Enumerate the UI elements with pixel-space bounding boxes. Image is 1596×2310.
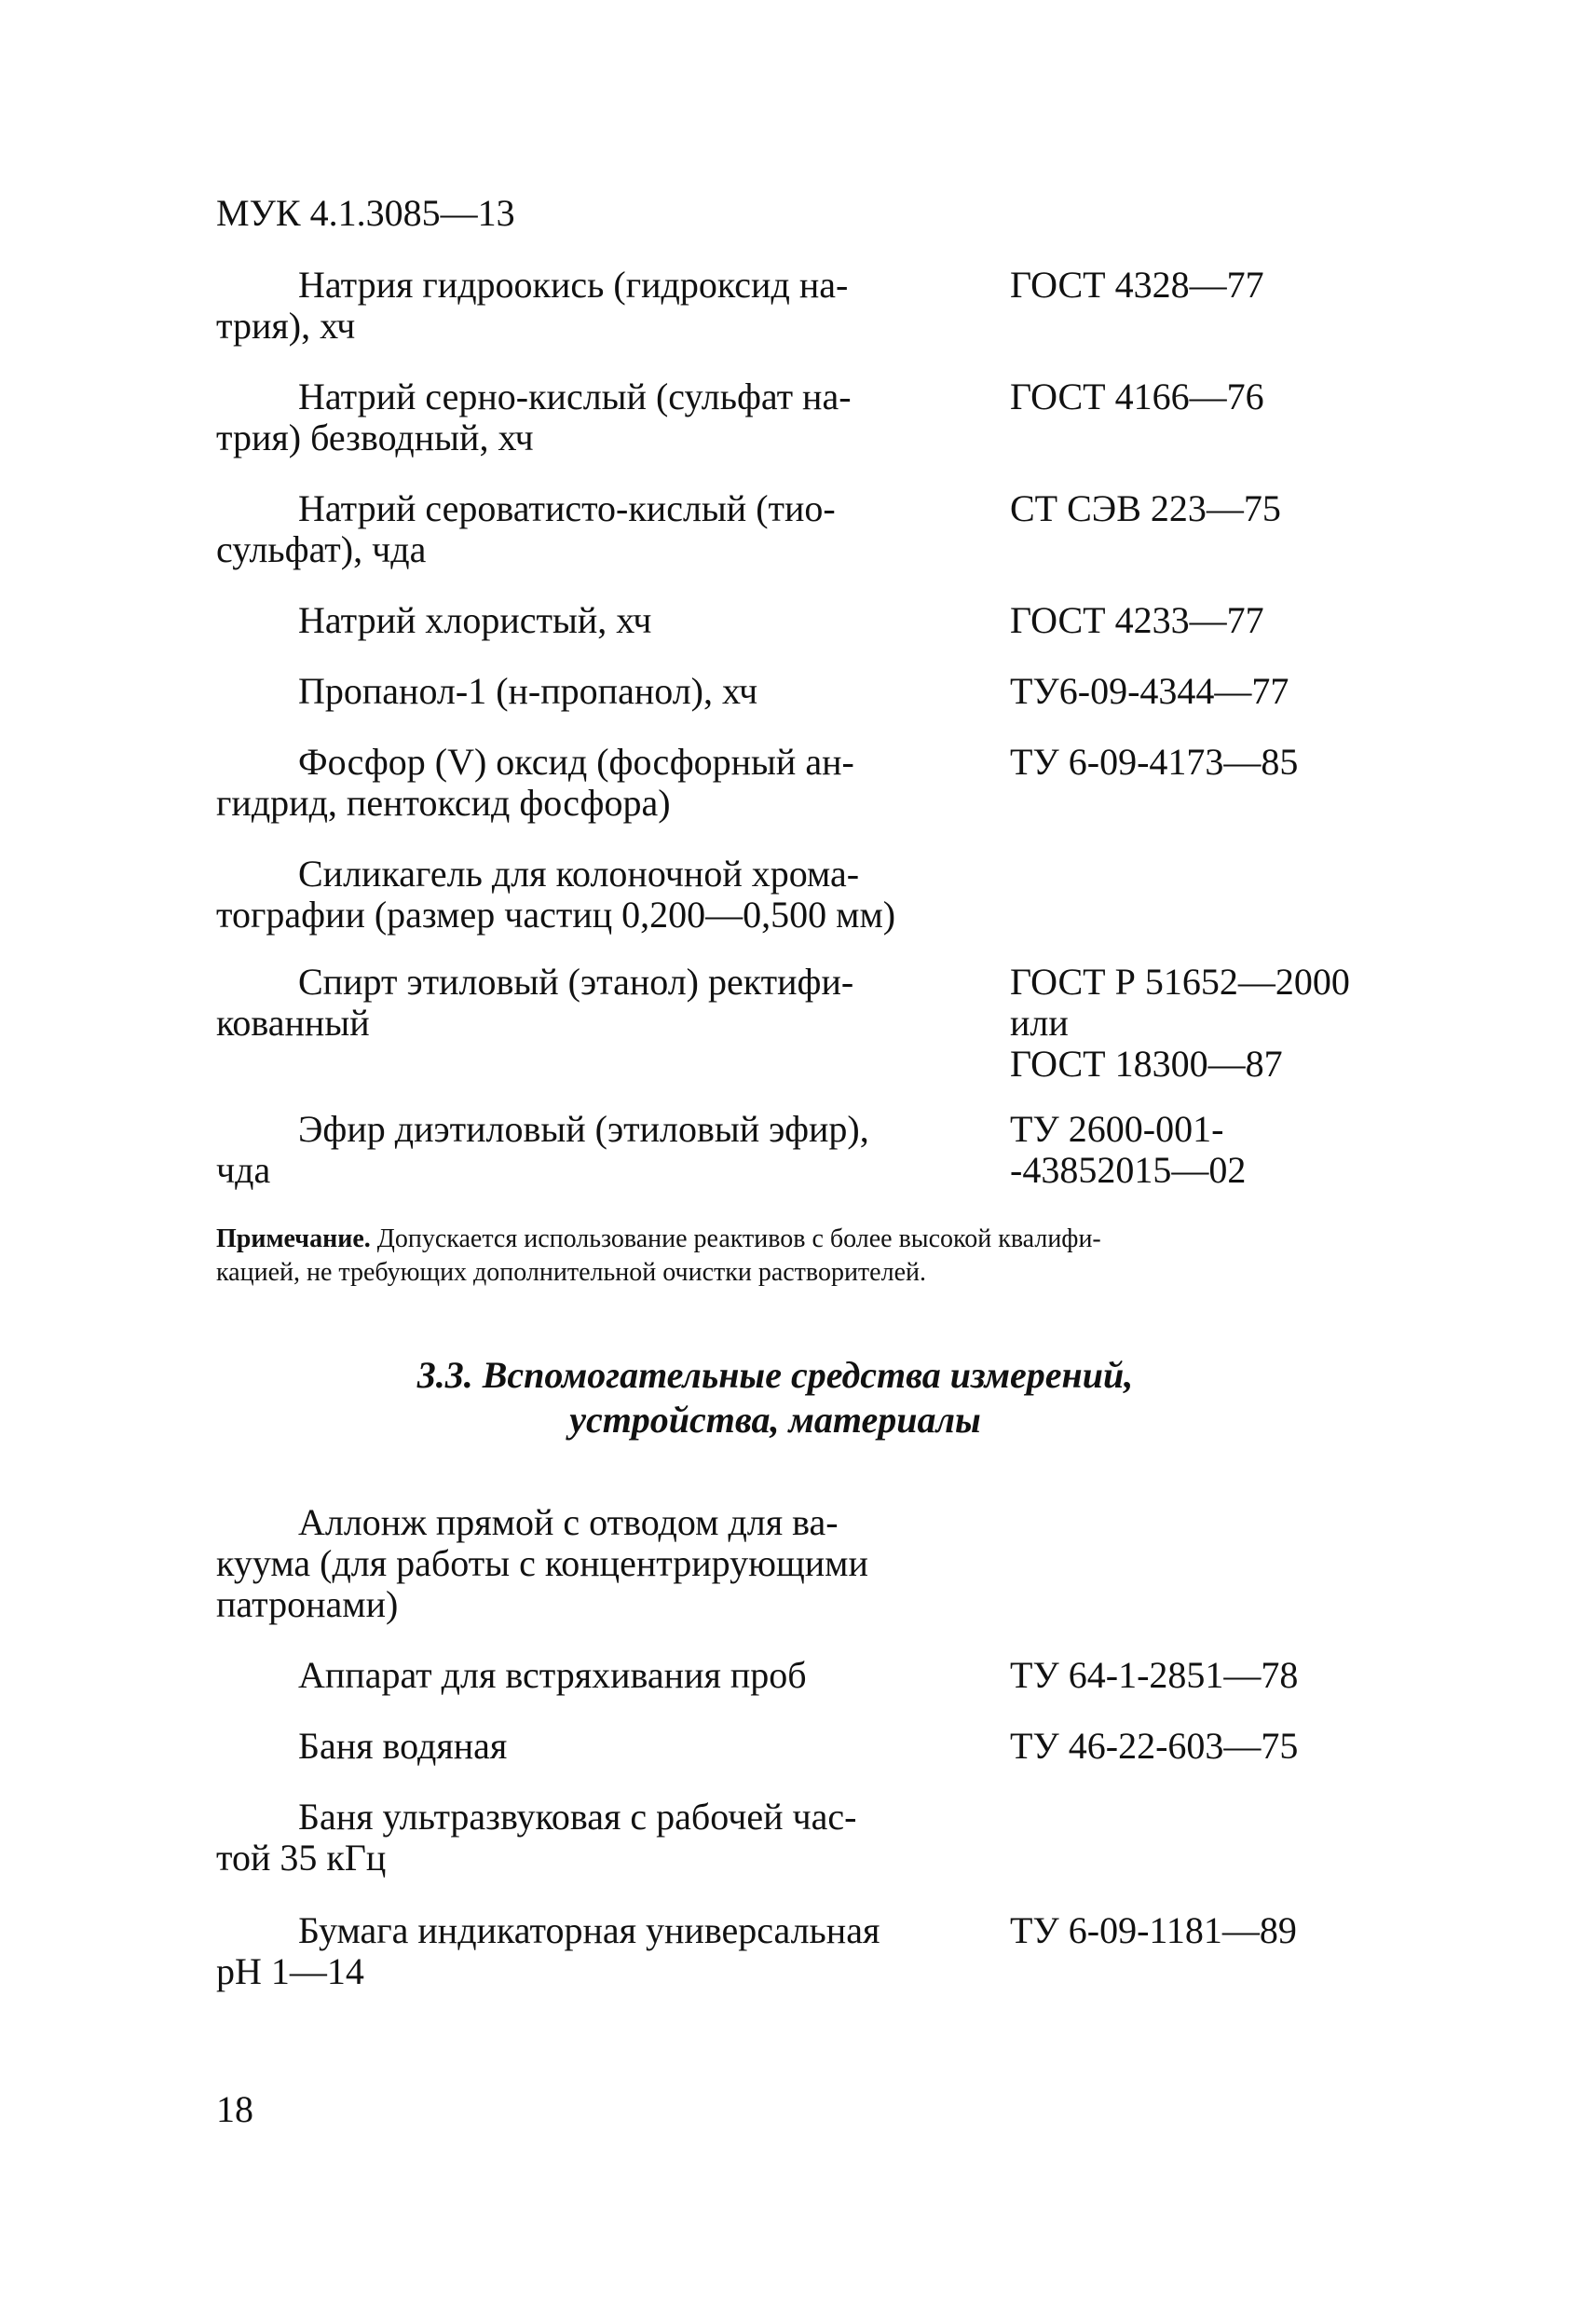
reagent-standard: ГОСТ Р 51652—2000 или ГОСТ 18300—87 (1010, 961, 1350, 1085)
reagent-name: Натрий хлористый, хч (298, 599, 652, 641)
reagent-standard: ГОСТ 4328—77 (1010, 264, 1264, 306)
reagent-standard: ТУ 2600-001- -43852015—02 (1010, 1108, 1247, 1191)
page-number: 18 (216, 2088, 253, 2130)
reagent-name: Натрий сероватисто-кислый (тио- сульфат), чда (216, 487, 836, 570)
note-text: Допускается использование реактивов с более высокой квалифи- кацией, не требующих дополнительной очистки растворителей. (216, 1224, 1101, 1287)
reagent-standard: ГОСТ 4166—76 (1010, 376, 1264, 417)
reagent-name: Спирт этиловый (этанол) ректифи- кованный (216, 961, 854, 1044)
auxiliary-standard: ТУ 46-22-603—75 (1010, 1725, 1299, 1767)
auxiliary-name: Баня ультразвуковая с рабочей час- той 35 кГц (216, 1796, 857, 1879)
auxiliary-name: Аллонж прямой с отводом для ва- куума (для работы с концентрирующими патронами) (216, 1501, 868, 1625)
reagent-standard: СТ СЭВ 223—75 (1010, 487, 1281, 529)
section-heading: 3.3. Вспомогательные средства измерений, устройства, материалы (416, 1354, 1134, 1441)
reagent-name: Силикагель для колоночной хрома- тографии (размер частиц 0,200—0,500 мм) (216, 853, 896, 936)
auxiliary-standard: ТУ 64-1-2851—78 (1010, 1654, 1299, 1696)
auxiliary-name: Аппарат для встряхивания проб (298, 1654, 807, 1696)
reagent-standard: ТУ 6-09-4173—85 (1010, 741, 1299, 783)
document-code-header: МУК 4.1.3085—13 (216, 192, 515, 234)
auxiliary-name: Баня водяная (298, 1725, 508, 1767)
reagent-standard: ГОСТ 4233—77 (1010, 599, 1264, 641)
auxiliary-name: Бумага индикаторная универсальная pH 1—14 (216, 1909, 880, 1992)
note-label: Примечание. (216, 1224, 371, 1253)
reagent-name: Фосфор (V) оксид (фосфорный ан- гидрид, пентоксид фосфора) (216, 741, 854, 824)
reagent-name: Натрий серно-кислый (сульфат на- трия) безводный, хч (216, 376, 852, 458)
reagent-name: Пропанол-1 (н-пропанол), хч (298, 670, 758, 712)
reagent-name: Натрия гидроокись (гидроксид на- трия), хч (216, 264, 849, 347)
note-paragraph (216, 1223, 1437, 1290)
auxiliary-standard: ТУ 6-09-1181—89 (1010, 1909, 1297, 1951)
reagent-name: Эфир диэтиловый (этиловый эфир), чда (216, 1108, 869, 1191)
reagent-standard: ТУ6-09-4344—77 (1010, 670, 1289, 712)
